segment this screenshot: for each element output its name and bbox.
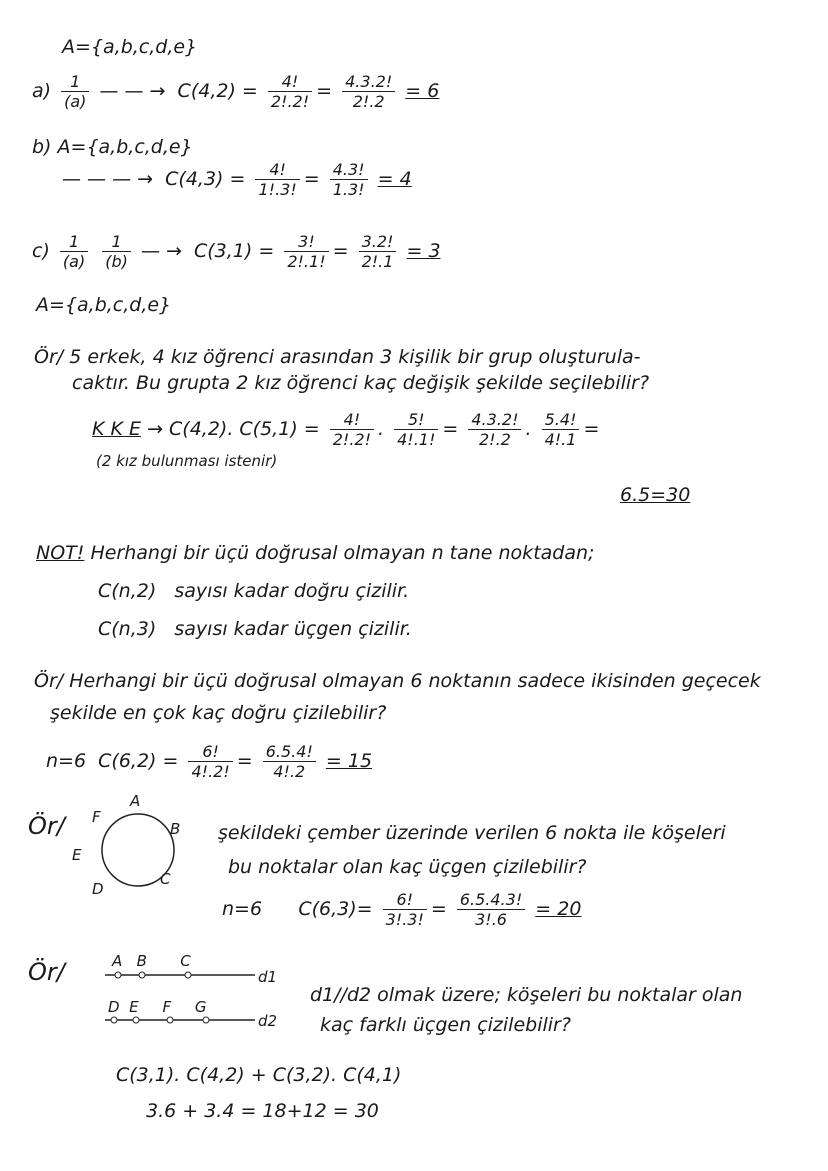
q1-solution: K K E → C(4,2). C(5,1) = $\frac{4!}{2!.2!}$ . $\frac{5!}{4!.1!}$ = $\frac{4.3.2!}{2!.2}$ . $\frac{5.4!}{4!.1}$ = (92, 410, 600, 449)
note-rule2: C(n,3) sayısı kadar üçgen çizilir. (98, 618, 412, 640)
d1-label: d1 (258, 968, 278, 986)
part-b: — — — → C(4,3) = $\frac{4!}{1!.3!}$ = $\frac{4.3!}{1.3!}$ = 4 (62, 160, 412, 199)
q1-note: (2 kız bulunması istenir) (96, 452, 278, 470)
q3-solution: n=6 C(6,3)= $\frac{6!}{3!.3!}$ = $\frac{6.5.4.3!}{3!.6}$ = 20 (222, 890, 582, 929)
label: a) (32, 80, 52, 102)
q2-line2: şekilde en çok kaç doğru çizilebilir? (50, 702, 387, 724)
q2-solution: n=6 C(6,2) = $\frac{6!}{4!.2!}$ = $\frac{6.5.4!}{4!.2}$ = 15 (46, 742, 373, 781)
q3-line2: bu noktalar olan kaç üçgen çizilebilir? (228, 856, 587, 878)
part-a: a) $\frac{1}{(a)}$ — — → C(4,2) = $\frac{4!}{2!.2!}$ = $\frac{4.3.2!}{2!.2}$ = 6 (32, 72, 440, 111)
top-points: A B C (112, 952, 191, 970)
part-c-set: A={a,b,c,d,e} (36, 294, 172, 316)
part-c: c) $\frac{1}{(a)}$ $\frac{1}{(b)}$ — → C(3,1) = $\frac{3!}{2!.1!}$ = $\frac{3.2!}{2!.1}$ = 3 (32, 232, 441, 271)
point-a: A (130, 792, 141, 810)
q3-line1: şekildeki çember üzerinde verilen 6 nokta ile köşeleri (218, 822, 726, 844)
point-f: F (92, 808, 101, 826)
part-b-set: b) A={a,b,c,d,e} (32, 136, 193, 158)
set-a: A={a,b,c,d,e} (62, 36, 198, 58)
bottom-points: D E F G (108, 998, 207, 1016)
point-b: B (170, 820, 181, 838)
q1-line2: caktır. Bu grupta 2 kız öğrenci kaç değişik şekilde seçilebilir? (72, 372, 650, 394)
point-d: D (92, 880, 104, 898)
note-line1: NOT! Herhangi bir üçü doğrusal olmayan n tane noktadan; (36, 542, 595, 564)
d2-label: d2 (258, 1012, 278, 1030)
q1-line1: Ör/ 5 erkek, 4 kız öğrenci arasından 3 kişilik bir grup oluşturula- (34, 346, 641, 368)
point-e: E (72, 846, 82, 864)
q4-label: Ör/ (28, 958, 65, 986)
q1-result: 6.5=30 (620, 484, 691, 506)
q4-line2: kaç farklı üçgen çizilebilir? (320, 1014, 571, 1036)
q4-calc2: 3.6 + 3.4 = 18+12 = 30 (146, 1100, 379, 1122)
q3-label: Ör/ (28, 812, 65, 840)
q4-calc1: C(3,1). C(4,2) + C(3,2). C(4,1) (116, 1064, 402, 1086)
q2-line1: Ör/ Herhangi bir üçü doğrusal olmayan 6 noktanın sadece ikisinden geçecek (34, 670, 761, 692)
parallel-lines-diagram (100, 960, 270, 1030)
point-c: C (160, 870, 171, 888)
q4-line1: d1//d2 olmak üzere; köşeleri bu noktalar olan (310, 984, 743, 1006)
note-rule1: C(n,2) sayısı kadar doğru çizilir. (98, 580, 410, 602)
